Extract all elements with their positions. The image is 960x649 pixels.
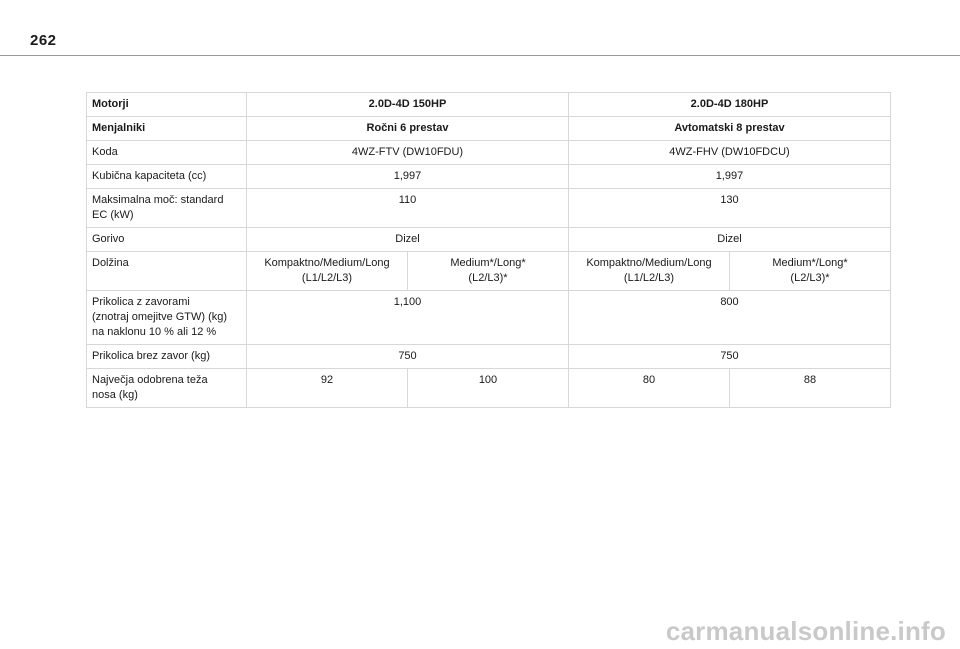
row-label-max-power: [87, 189, 247, 228]
label-line: (znotraj omejitve GTW) (kg): [92, 311, 228, 323]
row-label-code: Koda: [87, 141, 247, 165]
length-180hp-medium: [730, 252, 891, 291]
table-row: [87, 369, 891, 408]
label-line: na naklonu 10 % ali 12 %: [92, 326, 217, 338]
label-line: Prikolica z zavorami: [92, 296, 190, 308]
max-power-150hp: 110: [247, 189, 569, 228]
row-label-engines: Motorji: [87, 93, 247, 117]
braked-trailer-180hp: 800: [569, 291, 891, 345]
gearbox-automatic: Avtomatski 8 prestav: [569, 117, 891, 141]
row-label-fuel: Gorivo: [87, 228, 247, 252]
table-row: [87, 141, 891, 165]
nose-weight-180hp-medium: 88: [730, 369, 891, 408]
row-label-gearboxes: Menjalniki: [87, 117, 247, 141]
nose-weight-150hp-compact: 92: [247, 369, 408, 408]
engine-180hp: 2.0D-4D 180HP: [569, 93, 891, 117]
nose-weight-180hp-compact: 80: [569, 369, 730, 408]
cell-line: (L1/L2/L3): [301, 272, 353, 284]
table-row: [87, 189, 891, 228]
label-line: Največja odobrena teža: [92, 374, 208, 386]
row-label-displacement: Kubična kapaciteta (cc): [87, 165, 247, 189]
length-150hp-medium: [408, 252, 569, 291]
cell-line: (L1/L2/L3): [623, 272, 675, 284]
fuel-150hp: Dizel: [247, 228, 569, 252]
length-180hp-compact: [569, 252, 730, 291]
braked-trailer-150hp: 1,100: [247, 291, 569, 345]
header-divider: [0, 55, 960, 56]
unbraked-trailer-150hp: 750: [247, 345, 569, 369]
label-line: nosa (kg): [92, 389, 138, 401]
cell-line: Kompaktno/Medium/Long: [586, 257, 712, 269]
cell-line: (L2/L3)*: [468, 272, 508, 284]
row-label-length: Dolžina: [87, 252, 247, 291]
cell-line: Medium*/Long*: [772, 257, 848, 269]
displacement-180hp: 1,997: [569, 165, 891, 189]
code-180hp: 4WZ-FHV (DW10FDCU): [569, 141, 891, 165]
table-row: [87, 165, 891, 189]
table-row: [87, 228, 891, 252]
row-label-braked-trailer: [87, 291, 247, 345]
table-row: [87, 93, 891, 117]
gearbox-manual: Ročni 6 prestav: [247, 117, 569, 141]
cell-line: Kompaktno/Medium/Long: [264, 257, 390, 269]
fuel-180hp: Dizel: [569, 228, 891, 252]
code-150hp: 4WZ-FTV (DW10FDU): [247, 141, 569, 165]
cell-line: Medium*/Long*: [450, 257, 526, 269]
length-150hp-compact: [247, 252, 408, 291]
label-line: Maksimalna moč: standard: [92, 194, 224, 206]
watermark: carmanualsonline.info: [665, 616, 946, 646]
displacement-150hp: 1,997: [247, 165, 569, 189]
engine-spec-table: [86, 92, 891, 408]
page-number: 262: [30, 32, 57, 49]
row-label-unbraked-trailer: Prikolica brez zavor (kg): [87, 345, 247, 369]
table-row: [87, 345, 891, 369]
nose-weight-150hp-medium: 100: [408, 369, 569, 408]
table-row: [87, 291, 891, 345]
unbraked-trailer-180hp: 750: [569, 345, 891, 369]
engine-150hp: 2.0D-4D 150HP: [247, 93, 569, 117]
label-line: EC (kW): [92, 209, 134, 221]
cell-line: (L2/L3)*: [790, 272, 830, 284]
max-power-180hp: 130: [569, 189, 891, 228]
table-row: [87, 252, 891, 291]
row-label-nose-weight: [87, 369, 247, 408]
table-row: [87, 117, 891, 141]
